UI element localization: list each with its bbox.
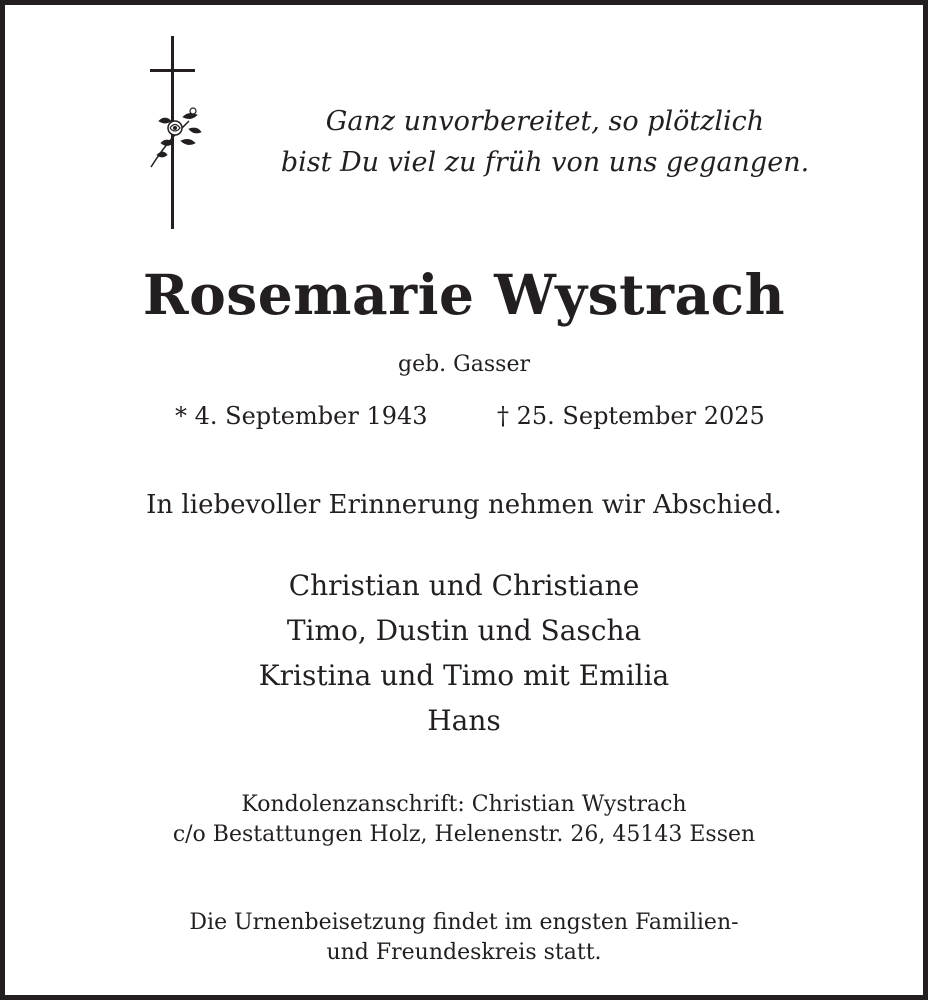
condolence-line-2: c/o Bestattungen Holz, Helenenstr. 26, 45143 Essen [172, 822, 756, 847]
deceased-name: Rosemarie Wystrach [142, 262, 786, 327]
family-member: Kristina und Timo mit Emilia [258, 659, 670, 692]
burial-note-line-1: Die Urnenbeisetzung findet im engsten Familien- [189, 910, 739, 935]
burial-note-line-2: und Freundeskreis statt. [326, 940, 602, 965]
birth-date: * 4. September 1943 [175, 402, 428, 430]
farewell-text: In liebevoller Erinnerung nehmen wir Abschied. [146, 490, 782, 520]
burial-note [5, 908, 923, 968]
condolence-address [5, 790, 923, 850]
family-member: Christian und Christiane [288, 569, 640, 602]
verse-line-1: Ganz unvorbereitet, so plötzlich [325, 106, 765, 137]
verse-line-2: bist Du viel zu früh von uns gegangen. [280, 147, 810, 178]
family-list [5, 563, 923, 743]
condolence-line-1: Kondolenzanschrift: Christian Wystrach [241, 792, 687, 817]
death-date: † 25. September 2025 [497, 402, 765, 430]
maiden-name: geb. Gasser [398, 352, 530, 377]
cross-with-rose-icon [145, 33, 205, 233]
memorial-verse [255, 101, 835, 183]
family-member: Hans [427, 704, 501, 737]
family-member: Timo, Dustin und Sascha [286, 614, 642, 647]
